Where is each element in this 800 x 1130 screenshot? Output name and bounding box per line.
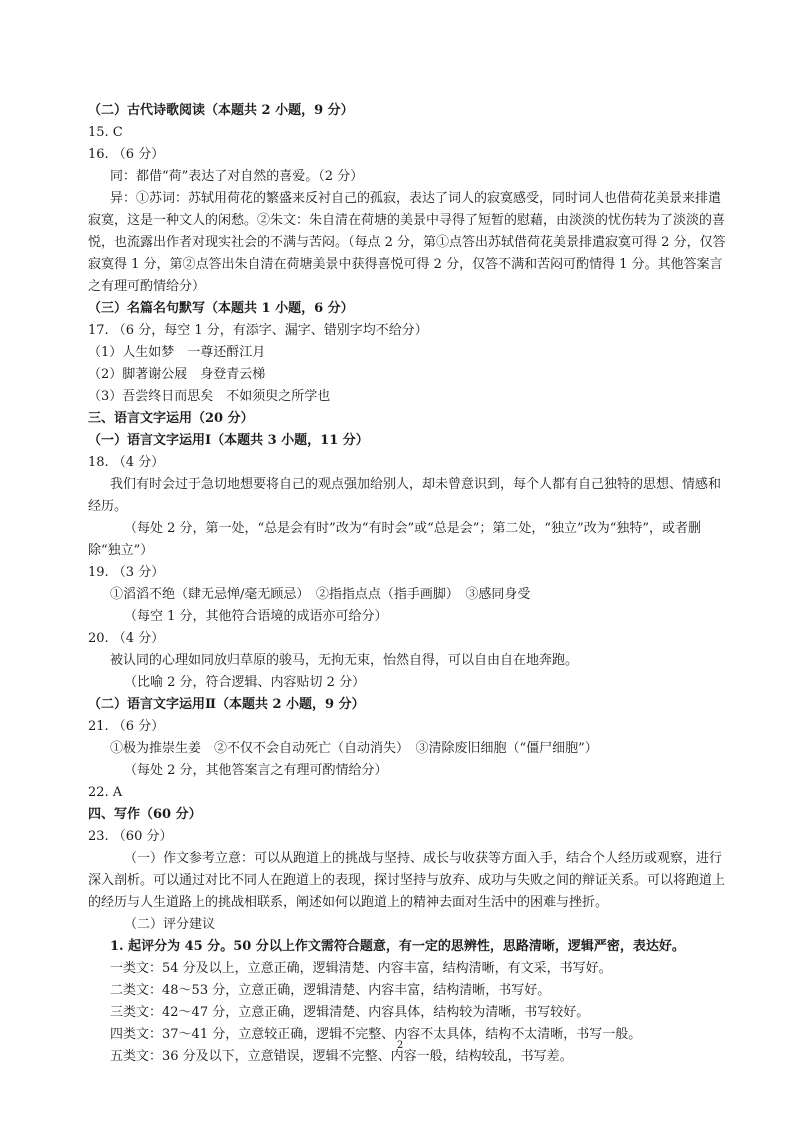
answer-q18-text: 我们有时会过于急切地想要将自己的观点强加给别人，却未曾意识到，每个人都有自己独特的思想、情感和经历。 [88,477,722,514]
answer-q21-heading: 21. （6 分） [88,719,165,734]
answer-q19-heading: 19. （3 分） [88,565,165,580]
answer-q20-text: 被认同的心理如同放归草原的骏马，无拘无束，怡然自得，可以自由自在地奔跑。 [110,653,579,668]
answer-q21-answers: ①极为推崇生姜 ②不仅不会自动死亡（自动消失） ③清除废旧细胞（“僵尸细胞”） [110,741,598,756]
answer-q18-scoring: （每处 2 分，第一处，“总是会有时”改为“有时会”或“总是会”；第二处，“独立”改为“独特”，或者删除“独立”） [88,521,701,558]
answer-q23-class-2: 二类文：48～53 分，立意正确，逻辑清楚、内容丰富，结构清晰，书写好。 [110,983,551,998]
answer-q15: 15. C [88,125,123,140]
answer-q19-answers: ①滔滔不绝（肆无忌惮/毫无顾忌） ②指指点点（指手画脚） ③感同身受 [110,587,531,602]
answer-q17-item-1: （1）人生如梦 一尊还酹江月 [88,345,266,360]
answer-q17-heading: 17. （6 分，每空 1 分，有添字、漏字、错别字均不给分） [88,323,428,338]
answer-q18-heading: 18. （4 分） [88,455,165,470]
answer-q23-class-1: 一类文：54 分及以上，立意正确，逻辑清楚、内容丰富，结构清晰，有文采，书写好。 [110,961,612,976]
subsection-heading-language-use-1: （一）语言文字运用Ⅰ（本题共 3 小题，11 分） [88,433,369,448]
answer-q22: 22. A [88,785,123,800]
answer-q21-scoring: （每处 2 分，其他答案言之有理可酌情给分） [124,763,388,778]
answer-q17-item-2: （2）脚著谢公屐 身登青云梯 [88,367,266,382]
answer-q19-scoring: （每空 1 分，其他符合语境的成语亦可给分） [124,609,388,624]
answer-q16-diff: 异：①苏词：苏轼用荷花的繁盛来反衬自己的孤寂，表达了词人的寂寞感受，同时词人也借荷花美景来排遣寂寞，这是一种文人的闲愁。②朱文：朱自清在荷塘的美景中寻得了短暂的慰藉，由淡淡的忧伤转为了淡淡的喜悦，也流露出作者对现实社会的不满与苦闷。（每点 2 分，第①点答出苏轼借荷花美景排遣寂寞可得 2 分，仅答寂寞得 1 分，第②点答出朱自清在荷塘美景中获得喜悦可得 2 分，仅答不满和苦闷可酌情得 1 分。其他答案言之有理可酌情给分） [88,191,726,294]
page-number: 2 [396,1040,404,1051]
section-heading-ancient-poetry: （二）古代诗歌阅读（本题共 2 小题，9 分） [88,103,354,118]
answer-q20-scoring: （比喻 2 分，符合逻辑、内容贴切 2 分） [124,675,366,690]
subsection-heading-language-use-2: （二）语言文字运用Ⅱ（本题共 2 小题，9 分） [88,697,365,712]
section-heading-famous-lines: （三）名篇名句默写（本题共 1 小题，6 分） [88,301,354,316]
answer-q23-class-5: 五类文：36 分及以下，立意错误，逻辑不完整、内容一般，结构较乱，书写差。 [110,1049,573,1064]
answer-q16-heading: 16. （6 分） [88,147,165,162]
answer-q20-heading: 20. （4 分） [88,631,165,646]
answer-q17-item-3: （3）吾尝终日而思矣 不如须臾之所学也 [88,389,331,404]
page-content [88,100,728,1068]
answer-q23-heading: 23. （60 分） [88,829,173,844]
answer-q16-same: 同：都借“荷”表达了对自然的喜爱。（2 分） [110,169,364,184]
section-heading-language-use: 三、语言文字运用（20 分） [88,411,254,426]
answer-q23-reference-idea: （一）作文参考立意：可以从跑道上的挑战与坚持、成长与收获等方面入手，结合个人经历或观察，进行深入剖析。可以通过对比不同人在跑道上的表现，探讨坚持与放弃、成功与失败之间的辩证关系。可以将跑道上的经历与人生道路上的挑战相联系，阐述如何以跑道上的精神去面对生活中的困难与挫折。 [88,851,726,910]
answer-q23-scoring-advice-heading: （二）评分建议 [124,917,216,932]
answer-q23-class-3: 三类文：42～47 分，立意正确，逻辑清楚、内容具体，结构较为清晰，书写较好。 [110,1005,590,1020]
answer-q23-rule-1: 1. 起评分为 45 分。50 分以上作文需符合题意，有一定的思辨性，思路清晰，逻辑严密，表达好。 [110,939,685,954]
answer-q23-class-4: 四类文：37～41 分，立意较正确，逻辑不完整、内容不太具体，结构不太清晰，书写一般。 [110,1027,642,1042]
section-heading-writing: 四、写作（60 分） [88,807,202,822]
